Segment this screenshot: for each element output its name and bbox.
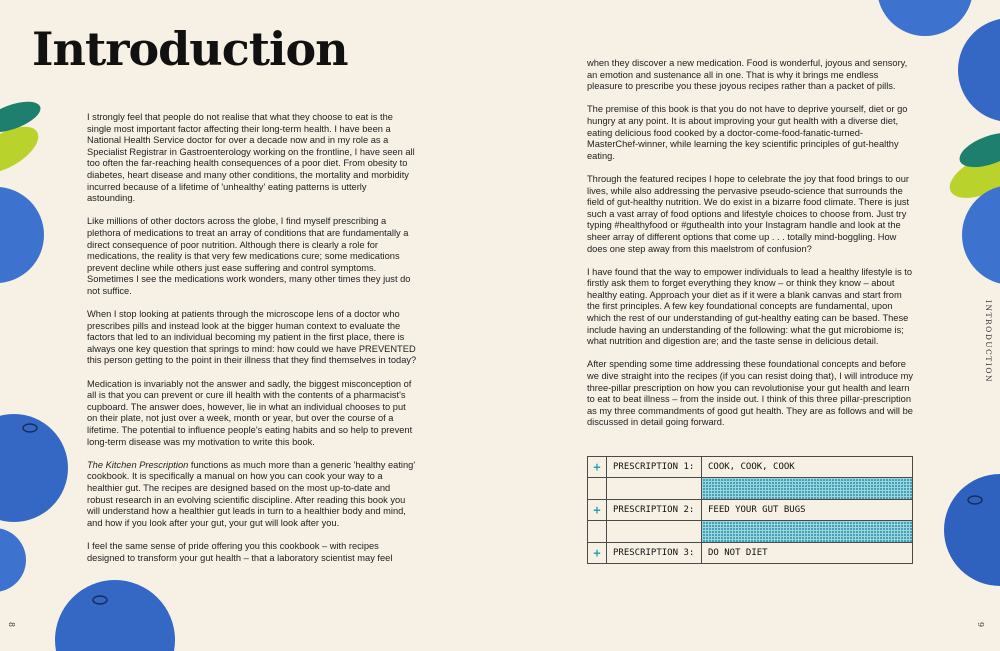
prescription-value: FEED YOUR GUT BUGS (702, 500, 913, 521)
blueberry-top-right (877, 0, 973, 36)
separator-row (588, 478, 913, 500)
prescription-label: PRESCRIPTION 1: (607, 457, 702, 478)
paragraph: The premise of this book is that you do not have to deprive yourself, diet or go hungry at any point. It is about improving your gut health with a diverse diet, eating delicious food cooked by a doctor-come-food-fanatic-turned-MasterChef-winner, while learning the key scientific principles of gut-healthy eating. (587, 104, 908, 161)
prescription-value: COOK, COOK, COOK (702, 457, 913, 478)
leaf-teal-right (955, 126, 1000, 174)
blueberry-right-lower (944, 474, 1000, 586)
prescription-table (587, 456, 913, 564)
right-text-column (587, 58, 914, 441)
paragraph: Like millions of other doctors across the globe, I find myself prescribing a plethora of medications to treat an array of conditions that are fundamentally a direct consequence of poor nutrition. Although there is clearly a role for medications, the reality is that very few medications cure; some medications prevent decline while others just ease suffering and control symptoms. Sometimes I see the medications work wonders, many other times they just do not suffice. (87, 216, 411, 296)
paragraph: Medication is invariably not the answer and sadly, the biggest misconception of all is that you can prevent or cure ill health with the contents of a pharmacist's cupboard. The answer does, however, lie in what an individual chooses to put on their plate, not just over a week, month or year, but over the course of a lifetime. The potential to influence people's eating habits and so help to prevent long-term disease was my motivation to write this book. (87, 378, 413, 447)
prescription-value: DO NOT DIET (702, 543, 913, 564)
leaf-lime-right (943, 143, 1000, 208)
prescription-label: PRESCRIPTION 3: (607, 543, 702, 564)
separator-row (588, 521, 913, 543)
paragraph: Through the featured recipes I hope to celebrate the joy that food brings to our lives, while also addressing the pervasive pseudo-science that surrounds the field of gut-healthy nutrition. We do exist in a bizarre food climate. There is just such a vast array of food options and lifestyle choices to choose from. Just try typing #healthyfood or #guthealth into your Instagram handle and look at the sheer array of different options that come up . . . totally mind-boggling. How does one step away from this maelstrom of confusion? (587, 173, 910, 254)
paragraph: After spending some time addressing these foundational concepts and before we dive straight into the recipes (if you can resist doing that), I will introduce my three-pillar prescription on how you can revolutionise your gut health and learn to eat to beat illness – from the inside out. I think of this three pillar-prescription as my three commandments of good gut health. They are as follows and will be discussed in detail going forward. (587, 359, 914, 428)
prescription-label: PRESCRIPTION 2: (607, 500, 702, 521)
paragraph: when they discover a new medication. Food is wonderful, joyous and sensory, an emotion and sustenance all in one. That is why it brings me endless pleasure to prescribe you these joyous recipes rather than a packet of pills. (587, 58, 908, 92)
page-number-right: 9 (976, 621, 986, 628)
leaf-lime-left (0, 117, 46, 182)
book-title: The Kitchen Prescription (87, 459, 189, 470)
blueberry-left-upper (0, 187, 44, 283)
section-side-label: INTRODUCTION (984, 300, 993, 384)
plus-icon: + (588, 543, 607, 564)
prescription-row (588, 543, 913, 564)
blueberry-right-mid (962, 185, 1000, 285)
paragraph: I strongly feel that people do not realise that what they choose to eat is the single most important factor affecting their long-term health. I have been a National Health Service doctor for over a decade now and in my role as a Specialist Registrar in Gastroenterology working on the frontline, I have seen all too often the far-reaching health consequences of a poor diet. From obesity to diabetes, heart disease and many other conditions, the mortality and morbidity incurred because of a lifetime of 'unhealthy' eating patterns is utterly astounding. (87, 112, 415, 204)
paragraph-text: functions as much more than a generic 'healthy eating' cookbook. It is specifically a manual on how you can cook your way to a healthier gut. The recipes are designed based on the most up-to-date and robust research in an evolving scientific discipline. After reading this book you will understand how a healthier gut leads in turn to a healthier body and mind, and how if you look after your gut, your gut will look after you. (87, 459, 416, 528)
plus-icon: + (588, 500, 607, 521)
paragraph (87, 460, 417, 530)
blueberry-left-lower (0, 414, 68, 522)
dotted-band (702, 521, 913, 543)
paragraph: I have found that the way to empower individuals to lead a healthy lifestyle is to firstly ask them to forget everything they know – or think they know – about healthy eating. Approach your diet as if it were a blank canvas and start from the first principles. A few key foundational concepts are fundamental, upon which the rest of our understanding of gut-healthy eating can be based. These include having an understanding of the following: what the gut microbiome is; what nutrition and digestion are; and the taste sense in delicious detail. (587, 266, 913, 347)
page-title: Introduction (32, 22, 348, 76)
left-text-column (87, 112, 417, 576)
blueberry-left-bottom (0, 528, 26, 592)
dotted-band (702, 478, 913, 500)
page-number-left: 8 (7, 621, 17, 628)
blueberry-right-upper (958, 18, 1000, 122)
prescription-row (588, 500, 913, 521)
paragraph: When I stop looking at patients through the microscope lens of a doctor who prescribes pills and instead look at the bigger human context to evaluate the factors that led to an individual becoming my patient in the first place, there is always one key question that springs to mind: how could we have PREVENTED this person getting to the point in their illness that they find themselves in today? (87, 309, 417, 366)
prescription-row (588, 457, 913, 478)
plus-icon: + (588, 457, 607, 478)
paragraph: I feel the same sense of pride offering you this cookbook – with recipes designed to transform your gut health – that a laboratory scientist may feel (87, 540, 393, 563)
leaf-teal-left (0, 95, 44, 138)
blueberry-bottom (55, 580, 175, 651)
